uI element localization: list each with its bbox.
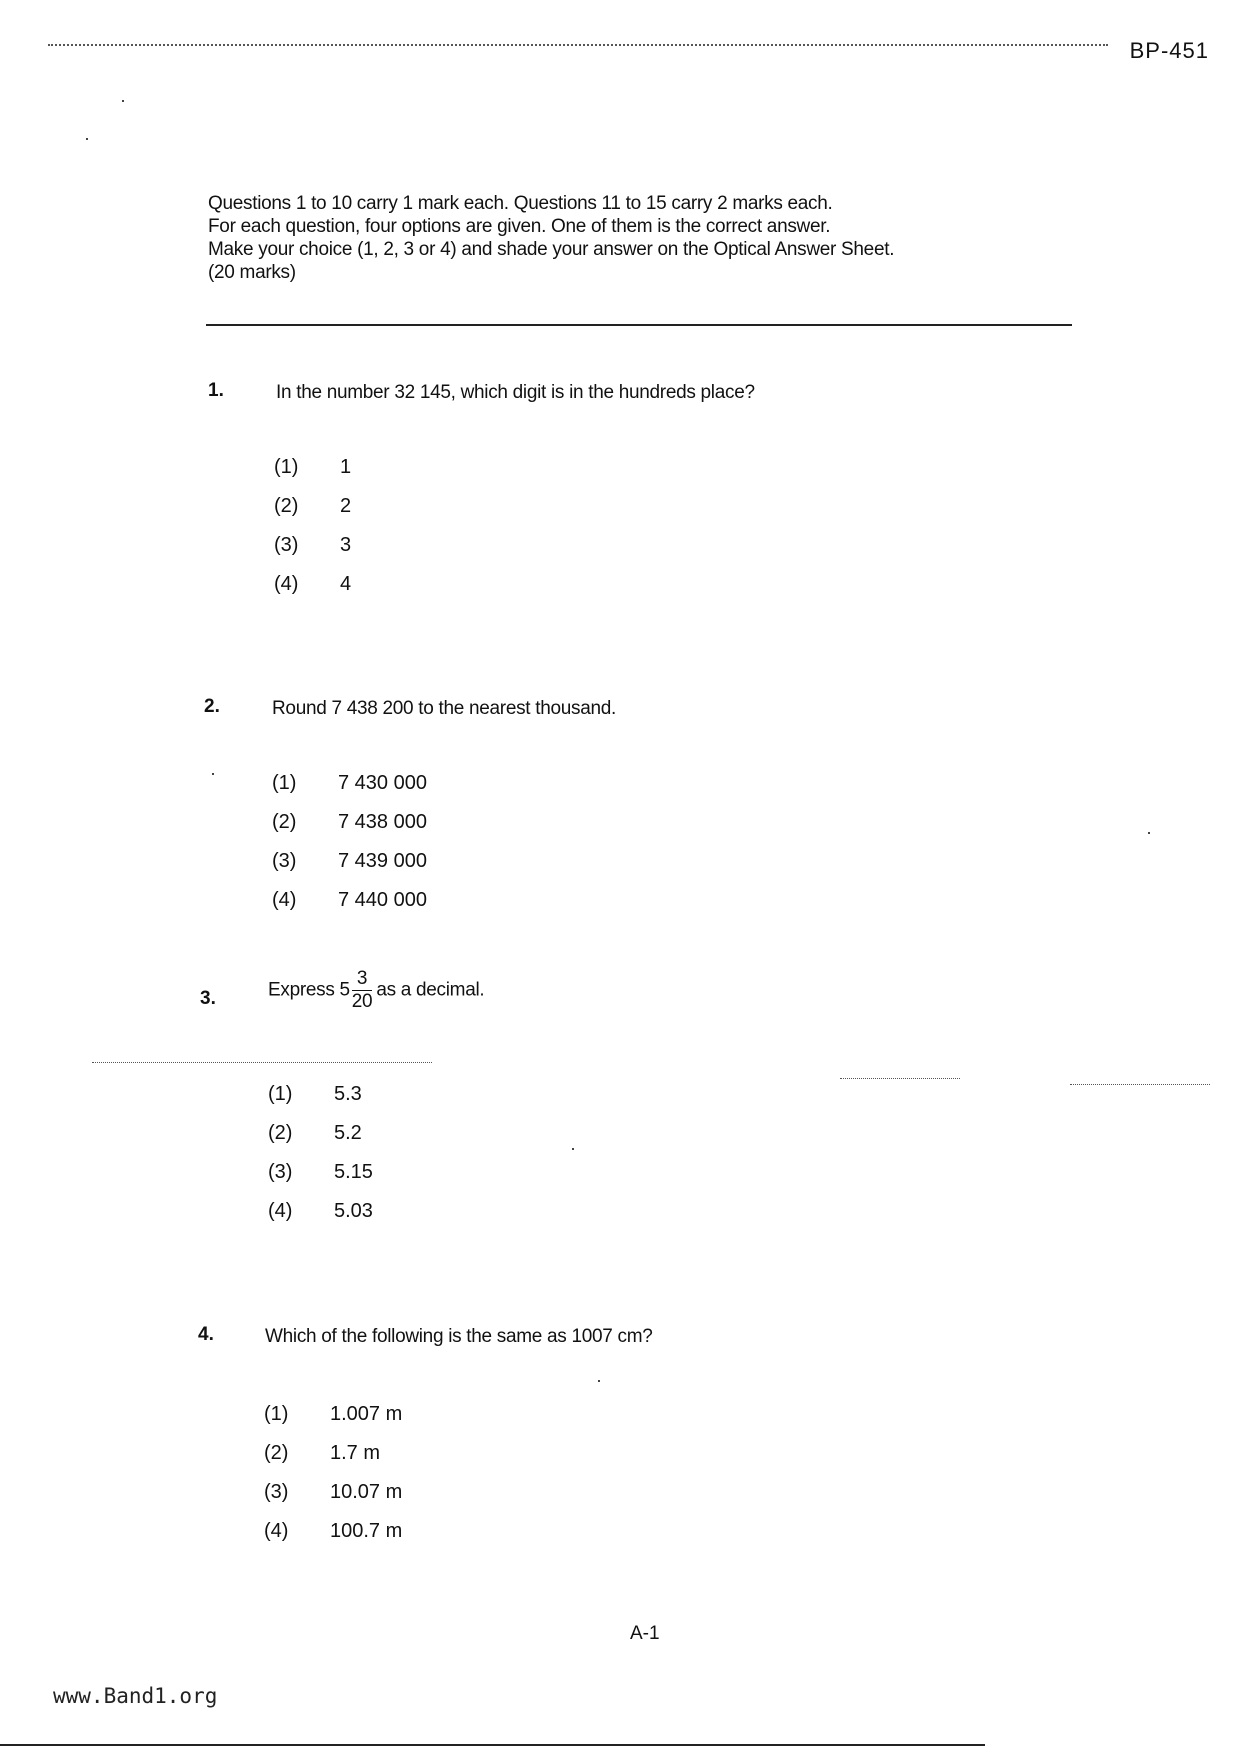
instruction-line: Make your choice (1, 2, 3 or 4) and shade your answer on the Optical Answer Sheet. <box>208 239 895 260</box>
question-text: Which of the following is the same as 1007 cm? <box>265 1326 653 1347</box>
option-value: 5.3 <box>334 1083 362 1105</box>
option <box>264 1481 402 1504</box>
option-value: 5.2 <box>334 1122 362 1144</box>
option-value: 5.03 <box>334 1200 373 1222</box>
option-label: (4) <box>274 573 299 595</box>
question-text-before: Express 5 <box>268 979 350 1001</box>
option-label: (3) <box>272 850 297 872</box>
scan-speck <box>572 1148 574 1150</box>
scan-speck <box>122 100 124 102</box>
option-value: 4 <box>340 573 352 595</box>
option <box>274 534 351 557</box>
option-label: (1) <box>264 1403 289 1425</box>
scan-noise <box>840 1078 960 1079</box>
option <box>272 889 427 912</box>
option-label: (2) <box>274 495 299 517</box>
question-text: In the number 32 145, which digit is in the hundreds place? <box>276 382 755 403</box>
question-text <box>268 968 484 1013</box>
option-label: (1) <box>274 456 299 478</box>
scan-noise <box>1070 1084 1210 1085</box>
option <box>272 772 427 795</box>
scan-noise <box>92 1062 432 1063</box>
option-value: 1 <box>340 456 352 478</box>
option-value: 1.007 m <box>330 1403 403 1425</box>
option-label: (2) <box>268 1122 293 1144</box>
option <box>268 1161 373 1184</box>
option-value: 7 438 000 <box>338 811 427 833</box>
option <box>264 1403 402 1426</box>
question-number: 2. <box>204 696 220 717</box>
option <box>264 1442 380 1465</box>
option-value: 7 440 000 <box>338 889 427 911</box>
option <box>264 1520 402 1543</box>
question-number: 1. <box>208 380 224 401</box>
option-label: (1) <box>268 1083 293 1105</box>
scan-speck <box>1148 832 1150 834</box>
fraction-denominator: 20 <box>351 991 373 1012</box>
option-label: (2) <box>264 1442 289 1464</box>
option-label: (3) <box>268 1161 293 1183</box>
fraction <box>352 968 373 1013</box>
question-text-after: as a decimal. <box>376 979 485 1001</box>
instruction-line: (20 marks) <box>208 262 296 283</box>
option-value: 100.7 m <box>330 1520 403 1542</box>
footer-rule <box>0 1744 985 1746</box>
instruction-line: Questions 1 to 10 carry 1 mark each. Questions 11 to 15 carry 2 marks each. <box>208 193 833 214</box>
instructions <box>208 192 1088 284</box>
option <box>274 573 351 596</box>
option <box>268 1122 362 1145</box>
option-value: 7 430 000 <box>338 772 427 794</box>
option <box>274 456 351 479</box>
instruction-line: For each question, four options are given. One of them is the correct answer. <box>208 216 831 237</box>
option <box>272 850 427 873</box>
option-label: (3) <box>274 534 299 556</box>
option <box>272 811 427 834</box>
question-text: Round 7 438 200 to the nearest thousand. <box>272 698 616 719</box>
website-watermark: www.Band1.org <box>53 1684 218 1708</box>
paper-code: BP-451 <box>1129 38 1209 63</box>
fraction-numerator: 3 <box>352 968 373 991</box>
option-label: (4) <box>264 1520 289 1542</box>
option-label: (4) <box>268 1200 293 1222</box>
option-label: (2) <box>272 811 297 833</box>
option-label: (1) <box>272 772 297 794</box>
header-rule <box>48 44 1108 46</box>
option-value: 7 439 000 <box>338 850 427 872</box>
option-label: (3) <box>264 1481 289 1503</box>
option-value: 2 <box>340 495 352 517</box>
option-value: 1.7 m <box>330 1442 381 1464</box>
option <box>274 495 351 518</box>
option-value: 10.07 m <box>330 1481 403 1503</box>
scan-speck <box>86 138 88 140</box>
option <box>268 1083 362 1106</box>
option-label: (4) <box>272 889 297 911</box>
option <box>268 1200 373 1223</box>
scan-speck <box>598 1380 600 1382</box>
instructions-rule <box>206 324 1072 326</box>
question-number: 3. <box>200 988 216 1009</box>
question-number: 4. <box>198 1324 214 1345</box>
option-value: 3 <box>340 534 352 556</box>
page-number: A-1 <box>630 1623 660 1644</box>
scan-speck <box>212 773 214 775</box>
option-value: 5.15 <box>334 1161 373 1183</box>
